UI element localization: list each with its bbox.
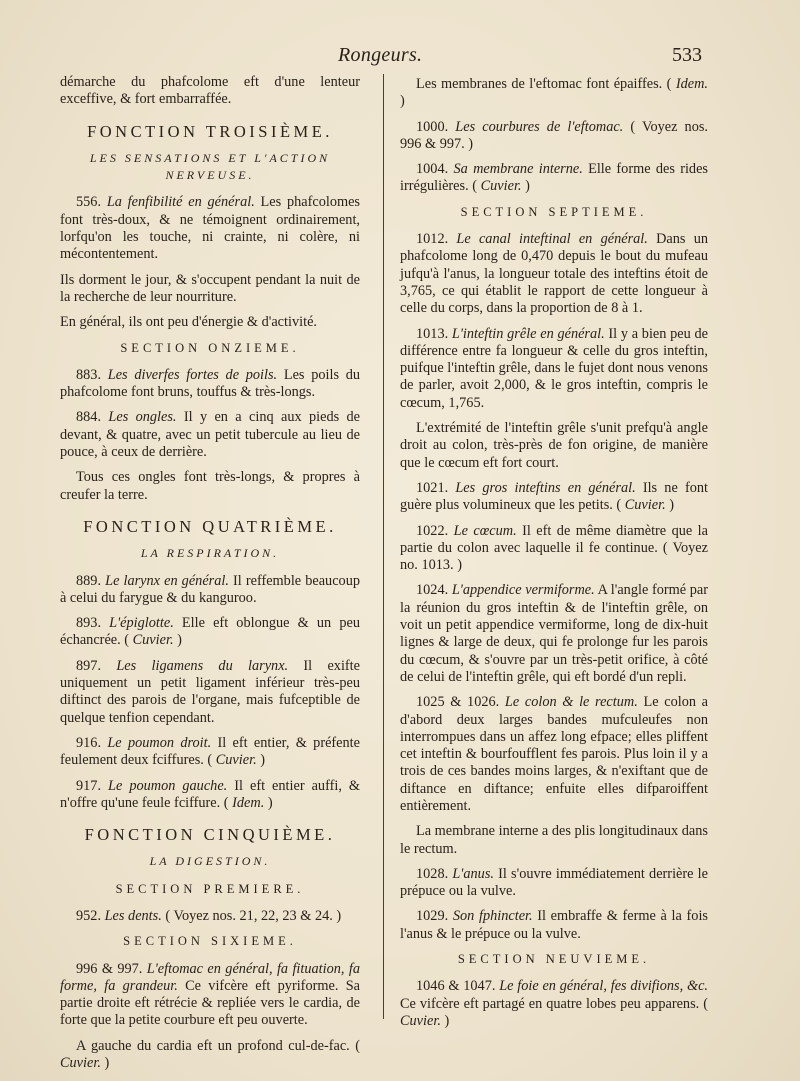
paragraph-lead: L'inteftin grêle en général. <box>451 325 605 342</box>
section-heading: SECTION NEUVIEME. <box>457 952 651 967</box>
paragraph-text: Il eft entier auffi, & n'offre qu'une feule fciffure. ( <box>60 777 361 811</box>
paragraph-1022 <box>400 523 708 575</box>
left-column <box>60 74 360 1080</box>
paragraph-556 <box>60 194 360 263</box>
paragraph-lead: Sa membrane interne. <box>453 161 583 178</box>
paragraph-number: 1021. <box>416 479 449 496</box>
subheading: LES SENSATIONS ET L'ACTION NERVEUSE. <box>89 150 331 183</box>
section-heading: SECTION SEPTIEME. <box>460 204 648 219</box>
paragraph-996 <box>60 961 360 1030</box>
section-heading: SECTION PREMIERE. <box>115 881 305 896</box>
paragraph-text: Il y a bien peu de différence entre fa longueur & celle du gros inteftin, puifque l'inteftin grêle, dans le fujet dont nous venons de parler, avoit 2,000, & le gros inteftin, compris le cœcum, 1,765. <box>400 325 708 411</box>
paragraph-end: ) <box>256 752 265 769</box>
paragraph-number: 1013. <box>416 325 449 342</box>
paragraph-text: Il eft de même diamètre que la partie du colon avec laquelle il fe continue. ( Voyez no. 1013. ) <box>400 522 708 574</box>
fonction-heading: FONCTION CINQUIÈME. <box>84 825 336 845</box>
paragraph-number: 883. <box>76 366 102 383</box>
paragraph-1013 <box>400 326 708 412</box>
paragraph: démarche du phafcolome eft d'une lenteur exceffive, & fort embarraffée. <box>60 74 360 108</box>
paragraph <box>60 1038 360 1073</box>
paragraph-text: Il y en a cinq aux pieds de devant, & quatre, avec un petit tubercule au lieu de pouce, à ceux de derrière. <box>60 409 360 461</box>
subheading: LA RESPIRATION. <box>140 546 280 561</box>
subheading: LA DIGESTION. <box>149 854 271 869</box>
reference: Cuvier. <box>400 1012 441 1029</box>
paragraph-end: ) <box>173 632 182 649</box>
paragraph-number: 1004. <box>416 161 449 178</box>
paragraph-number: 1022. <box>416 522 449 539</box>
paragraph-lead: Le cœcum. <box>453 522 517 539</box>
paragraph-lead: Les gros inteftins en général. <box>455 479 636 496</box>
paragraph-number: 917. <box>76 777 102 794</box>
paragraph-952 <box>60 908 360 925</box>
reference: Idem. <box>675 76 708 92</box>
paragraph-lead: L'eftomac en général, fa fituation, fa forme, fa grandeur. <box>60 960 360 994</box>
paragraph-lead: L'épiglotte. <box>109 615 174 632</box>
paragraph-end: ) <box>264 794 273 811</box>
paragraph-number: 884. <box>76 409 102 426</box>
paragraph-lead: Les diverfes fortes de poils. <box>107 366 278 383</box>
reference: Cuvier. <box>215 752 257 769</box>
paragraph-text: Ils ne font guère plus volumineux que les petits. ( <box>400 479 709 514</box>
paragraph-lead: L'anus. <box>452 865 494 882</box>
paragraph-end: ) <box>100 1055 110 1072</box>
paragraph-text: Ce vifcère eft partagé en quatre lobes peu apparens. ( <box>400 995 708 1012</box>
paragraph-number: 1046 & 1047. <box>416 978 496 995</box>
paragraph-897 <box>60 658 360 727</box>
paragraph-lead: Le canal inteftinal en général. <box>456 231 648 248</box>
paragraph-lead: L'appendice vermiforme. <box>451 582 595 599</box>
paragraph-text: Les poils du phafcolome font bruns, touffus & très-longs. <box>60 366 361 401</box>
paragraph-end: ) <box>440 1012 450 1029</box>
paragraph-lead: Le colon & le rectum. <box>504 694 638 711</box>
column-divider <box>383 74 384 1019</box>
paragraph-text: Il eft entier, & préfente feulement deux fciffures. ( <box>60 734 360 769</box>
reference: Cuvier. <box>132 632 174 649</box>
paragraph-number: 1024. <box>416 582 449 599</box>
paragraph-lead: Son fphincter. <box>452 908 533 925</box>
paragraph-number: 1012. <box>416 231 449 248</box>
paragraph-1025 <box>400 694 708 815</box>
paragraph-number: 897. <box>76 657 102 674</box>
paragraph-end: ) <box>400 93 405 110</box>
paragraph-text: Il s'ouvre immédiatement derrière le prépuce ou la vulve. <box>400 865 708 900</box>
paragraph-text: Il embraffe & ferme à la fois l'anus & le prépuce ou la vulve. <box>400 908 708 942</box>
paragraph-884 <box>60 409 360 461</box>
reference: Cuvier. <box>624 497 666 514</box>
paragraph-text: Elle eft oblongue & un peu échancrée. ( <box>60 615 360 649</box>
paragraph-text: A gauche du cardia eft un profond cul-de-fac. ( <box>76 1037 360 1054</box>
paragraph-lead: Le poumon droit. <box>107 734 212 751</box>
right-column <box>400 76 708 1038</box>
paragraph: L'extrémité de l'inteftin grêle s'unit prefqu'à angle droit au colon, très-près de fon origine, de manière que le cœcum eft fort court. <box>400 420 708 471</box>
paragraph-lead: Le foie en général, fes divifions, &c. <box>499 978 708 995</box>
paragraph-lead: Le poumon gauche. <box>108 777 228 794</box>
paragraph-number: 1025 & 1026. <box>416 694 500 711</box>
paragraph-lead: Les dents. <box>104 907 162 924</box>
paragraph-number: 889. <box>76 572 102 589</box>
paragraph-end: ) <box>521 178 530 195</box>
paragraph-number: 916. <box>76 734 102 751</box>
paragraph-917 <box>60 778 360 813</box>
paragraph-1029 <box>400 908 708 943</box>
section-heading: SECTION SIXIEME. <box>123 934 297 949</box>
page-number: 533 <box>672 44 702 66</box>
paragraph: Tous ces ongles font très-longs, & propres à creufer la terre. <box>60 469 360 503</box>
fonction-heading: FONCTION TROISIÈME. <box>87 121 333 141</box>
paragraph-text: ( Voyez nos. 996 & 997. ) <box>400 118 708 152</box>
paragraph-text: A l'angle formé par la réunion du gros inteftin & de l'inteftin grêle, on voit un petit appendice vermiforme, long de dix-huit lignes & large de deux, qui fe prolonge fur les parois du cœcum, & s'ouvre par un très-petit orifice, à côté de celui de l'inteftin grêle, qui eft bordé d'un repli. <box>400 582 708 685</box>
paragraph-lead: Les ongles. <box>108 409 177 426</box>
paragraph-1012 <box>400 231 708 317</box>
paragraph: La membrane interne a des plis longitudinaux dans le rectum. <box>400 823 708 857</box>
paragraph-text: Elle forme des rides irrégulières. ( <box>400 161 708 195</box>
paragraph-lead: La fenfibilité en général. <box>106 194 255 211</box>
paragraph-lead: Les ligamens du larynx. <box>116 657 289 674</box>
paragraph-number: 1000. <box>416 118 449 135</box>
paragraph-text: Dans un phafcolome long de 0,470 depuis le bout du mufeau jufqu'à l'anus, la longueur totale des inteftins étoit de 3,765, ce qui établit le rapport de cette longueur à celle du corps, dans la proportion de 8 à 1. <box>400 231 708 317</box>
reference: Idem. <box>232 794 265 811</box>
paragraph-883 <box>60 367 360 402</box>
paragraph-number: 952. <box>76 907 102 924</box>
paragraph-lead: Les courbures de l'eftomac. <box>455 118 624 135</box>
paragraph-lead: Le larynx en général. <box>105 572 229 589</box>
paragraph-1000 <box>400 119 708 154</box>
paragraph-889 <box>60 573 360 608</box>
paragraph: Ils dorment le jour, & s'occupent pendant la nuit de la recherche de leur nourriture. <box>60 271 360 305</box>
paragraph-893 <box>60 615 360 650</box>
paragraph-number: 893. <box>76 615 102 632</box>
paragraph-1046 <box>400 978 708 1030</box>
paragraph-end: ) <box>665 497 674 514</box>
paragraph-text: Les membranes de l'eftomac font épaiffes. ( <box>416 76 676 92</box>
paragraph-916 <box>60 735 360 770</box>
paragraph-text: Les phafcolomes font très-doux, & ne témoignent ordinairement, lorfqu'on les touche, ni crainte, ni colère, ni mécontentement. <box>60 194 361 263</box>
paragraph-text: Il reffemble beaucoup à celui du farygue & du kanguroo. <box>60 572 360 606</box>
paragraph-1028 <box>400 866 708 901</box>
paragraph-text: Ce vifcère eft pyriforme. Sa partie droite eft rétrécie & repliée vers le cardia, de forte que la petite courbure eft peu ouverte. <box>60 977 360 1029</box>
fonction-heading: FONCTION QUATRIÈME. <box>83 516 337 536</box>
paragraph-number: 996 & 997. <box>76 960 143 977</box>
paragraph <box>400 76 708 111</box>
paragraph-number: 556. <box>76 194 102 211</box>
reference: Cuvier. <box>60 1055 101 1072</box>
running-title: Rongeurs. <box>338 44 423 66</box>
paragraph-number: 1029. <box>416 908 449 925</box>
paragraph-text: Il exifte uniquement un petit ligament inférieur très-peu diftinct des parois de l'organe, mais fufceptible de quelque tenfion cependant. <box>60 657 360 726</box>
paragraph-1021 <box>400 480 708 515</box>
reference: Cuvier. <box>480 178 522 195</box>
paragraph-text: ( Voyez nos. 21, 22, 23 & 24. ) <box>161 907 342 924</box>
paragraph-1024 <box>400 582 708 686</box>
paragraph-number: 1028. <box>416 865 449 882</box>
paragraph: En général, ils ont peu d'énergie & d'activité. <box>60 314 317 331</box>
paragraph-text: Le colon a d'abord deux larges bandes mufculeufes non interrompues dans un affez long efpace; elles pliffent cet inteftin & bourfoufflent fes parois. Plus loin il y a trois de ces bandes moins larges, & n'exiftant que de diftance en diftance; enfuite elles difparoiffent entièrement. <box>400 694 708 814</box>
section-heading: SECTION ONZIEME. <box>120 340 300 355</box>
page-header <box>60 44 700 74</box>
paragraph-1004 <box>400 161 708 196</box>
